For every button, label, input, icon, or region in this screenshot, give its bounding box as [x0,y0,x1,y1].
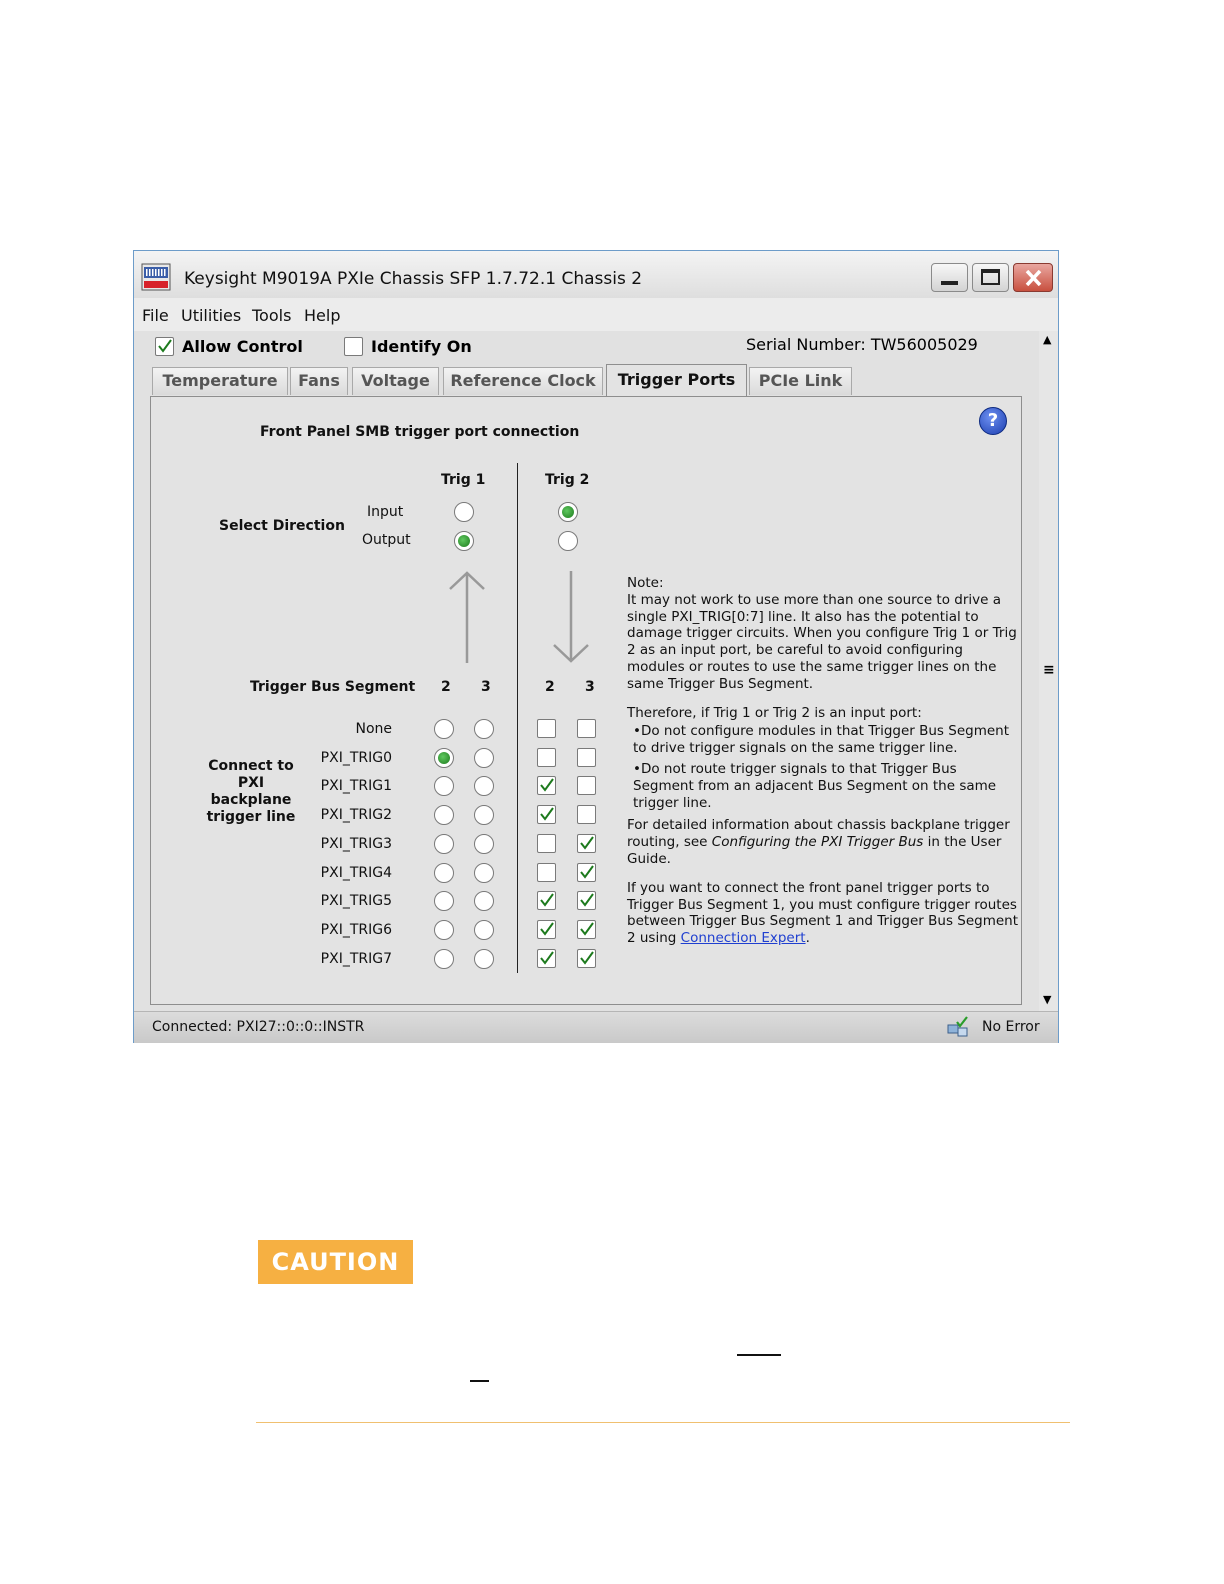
close-button[interactable] [1013,263,1053,292]
trig2-seg3-checkbox[interactable] [577,949,596,968]
scroll-grip-icon[interactable]: ≡ [1043,662,1055,678]
caution-badge: CAUTION [258,1240,413,1284]
trig2-output-radio[interactable] [558,531,578,551]
trig1-seg3-radio[interactable] [474,949,494,969]
connect-label-line: Connect to [208,758,294,774]
connect-label-line: trigger line [206,809,296,825]
identify-on-label[interactable]: Identify On [371,337,472,356]
trigger-line-label: PXI_TRIG2 [320,807,392,823]
trig1-seg2-radio[interactable] [434,863,454,883]
trig1-seg2-radio[interactable] [434,719,454,739]
check-icon [539,806,555,822]
trig1-seg2-radio[interactable] [434,776,454,796]
trigger-line-label: PXI_TRIG0 [320,750,392,766]
minimize-button[interactable] [931,263,968,292]
trig1-seg2-radio[interactable] [434,805,454,825]
trig2-seg3-checkbox[interactable] [577,834,596,853]
scroll-up-icon[interactable]: ▲ [1043,333,1052,346]
note-text-span: If you want to connect the front panel trigger ports to Trigger Bus Segment 1, you must configure trigger routes between Trigger Bus Segment 1 and Trigger Bus Segment 2 using [627,879,1019,947]
trig1-seg2-radio[interactable] [434,949,454,969]
trig2-seg2-checkbox[interactable] [537,863,556,882]
allow-control-checkbox[interactable] [155,337,174,356]
connect-label-line: PXI [237,775,265,791]
note-bullet: • Do not configure modules in that Trigger Bus Segment to drive trigger signals on the same trigger line. [633,723,1019,757]
trig2-seg3-checkbox[interactable] [577,920,596,939]
tab-fans[interactable]: Fans [290,367,348,395]
trig2-seg3-checkbox[interactable] [577,805,596,824]
panel-heading: Front Panel SMB trigger port connection [260,424,580,440]
trig2-seg2-checkbox[interactable] [537,748,556,767]
trigger-line-label: PXI_TRIG5 [320,893,392,909]
column-divider [517,463,518,973]
tab-voltage[interactable]: Voltage [352,367,439,395]
menu-bar [134,298,1058,331]
trig1-header: Trig 1 [441,472,486,488]
caution-divider [256,1422,1070,1423]
note-paragraph: It may not work to use more than one source to drive a single PXI_TRIG[0:7] line. It also has the potential to damage trigger circuits. When you configure Trig 1 or Trig 2 as an input port, be careful to avoid configuring modules or routes to use the same trigger lines on the same Trigger Bus Segment. [627,591,1017,692]
trig1-seg2-radio[interactable] [434,920,454,940]
trig1-seg3-radio[interactable] [474,748,494,768]
trig2-seg2-checkbox[interactable] [537,776,556,795]
trig2-seg2-checkbox[interactable] [537,920,556,939]
trig2-input-arrow-icon [551,569,591,665]
trig1-seg3-radio[interactable] [474,805,494,825]
check-icon [539,950,555,966]
trig2-seg2-checkbox[interactable] [537,805,556,824]
trig1-input-radio[interactable] [454,502,474,522]
note-text-span: . [805,930,810,947]
trigger-line-label: PXI_TRIG4 [320,865,392,881]
window-title: Keysight M9019A PXIe Chassis SFP 1.7.72.1 Chassis 2 [184,269,643,289]
connection-status: Connected: PXI27::0::0::INSTR [152,1019,365,1035]
maximize-icon [981,269,1000,285]
trig2-seg2-checkbox[interactable] [537,719,556,738]
note-text-span: For detailed information about chassis backplane trigger routing, see [627,817,1010,851]
app-icon [141,262,171,292]
menu-help[interactable]: Help [304,306,341,325]
trig2-seg3-checkbox[interactable] [577,748,596,767]
check-icon [579,835,595,851]
trig1-output-arrow-icon [447,569,487,665]
allow-control-label[interactable]: Allow Control [182,337,303,356]
note-text-span: in the User Guide. [627,834,1002,867]
note-paragraph [627,817,1019,867]
check-icon [579,921,595,937]
trig2-seg3-checkbox[interactable] [577,776,596,795]
trig1-seg3-radio[interactable] [474,920,494,940]
trig2-seg3-header: 3 [585,679,595,695]
trig1-output-radio[interactable] [454,531,474,551]
trig2-seg3-checkbox[interactable] [577,891,596,910]
trig1-seg3-radio[interactable] [474,891,494,911]
trig1-seg3-radio[interactable] [474,863,494,883]
overline-mark [737,1354,781,1356]
tab-pcie-link[interactable]: PCIe Link [749,367,852,395]
check-icon [579,864,595,880]
trigger-bus-segment-label: Trigger Bus Segment [250,679,416,695]
note-title: Note: [627,575,664,591]
select-direction-label: Select Direction [219,518,345,534]
serial-number: Serial Number: TW56005029 [746,335,978,354]
trig2-header: Trig 2 [545,472,590,488]
trig2-seg3-checkbox[interactable] [577,863,596,882]
menu-file[interactable]: File [142,306,169,325]
chassis-sfp-window [133,250,1059,1043]
trig1-seg3-header: 3 [481,679,491,695]
trig2-input-radio[interactable] [558,502,578,522]
tab-trigger-ports[interactable]: Trigger Ports [606,364,747,397]
error-status: No Error [982,1019,1040,1035]
trig2-seg2-checkbox[interactable] [537,891,556,910]
trigger-line-label: PXI_TRIG7 [320,951,392,967]
trigger-line-label: PXI_TRIG6 [320,922,392,938]
overline-mark [470,1380,489,1382]
trig1-seg2-header: 2 [441,679,451,695]
check-icon [539,921,555,937]
note-italic-title: Configuring the PXI Trigger Bus [711,834,924,851]
note-bullets [627,723,1019,811]
check-icon [579,892,595,908]
menu-utilities[interactable]: Utilities [181,306,242,325]
check-icon [539,892,555,908]
check-icon [157,338,173,354]
title-bar[interactable] [134,251,1058,298]
trig2-seg2-checkbox[interactable] [537,949,556,968]
trig2-seg2-header: 2 [545,679,555,695]
minimize-icon [941,281,958,285]
maximize-button[interactable] [972,263,1009,292]
input-label: Input [367,504,404,520]
trigger-line-label: None [355,721,392,737]
note-paragraph [627,880,1019,947]
tab-reference-clock[interactable]: Reference Clock [443,367,603,395]
trig2-seg3-checkbox[interactable] [577,719,596,738]
scroll-down-icon[interactable]: ▼ [1043,993,1052,1006]
trig1-seg2-radio[interactable] [434,891,454,911]
note-bullet: • Do not route trigger signals to that Trigger Bus Segment from an adjacent Bus Segment on the same trigger line. [633,761,1019,811]
trig1-seg3-radio[interactable] [474,719,494,739]
identify-on-checkbox[interactable] [344,337,363,356]
network-status-icon [946,1015,970,1039]
check-icon [579,950,595,966]
connect-label-line: backplane [210,792,292,808]
status-bar [134,1011,1058,1043]
trigger-line-label: PXI_TRIG1 [320,778,392,794]
output-label: Output [362,532,411,548]
trig2-seg2-checkbox[interactable] [537,834,556,853]
menu-tools[interactable]: Tools [252,306,292,325]
connection-expert-link[interactable]: Connection Expert [680,930,806,947]
trigger-line-label: PXI_TRIG3 [320,836,392,852]
trigger-ports-panel [150,396,1022,1005]
trig1-seg2-radio[interactable] [434,834,454,854]
trig1-seg3-radio[interactable] [474,776,494,796]
help-icon[interactable]: ? [979,407,1007,435]
vertical-scrollbar[interactable] [1039,331,1058,1011]
note-paragraph: Therefore, if Trig 1 or Trig 2 is an input port: [627,704,922,721]
check-icon [539,777,555,793]
trig1-seg3-radio[interactable] [474,834,494,854]
trig1-seg2-radio[interactable] [434,748,454,768]
tab-temperature[interactable]: Temperature [152,367,288,395]
close-icon [1025,270,1042,286]
note-text [627,575,1019,959]
